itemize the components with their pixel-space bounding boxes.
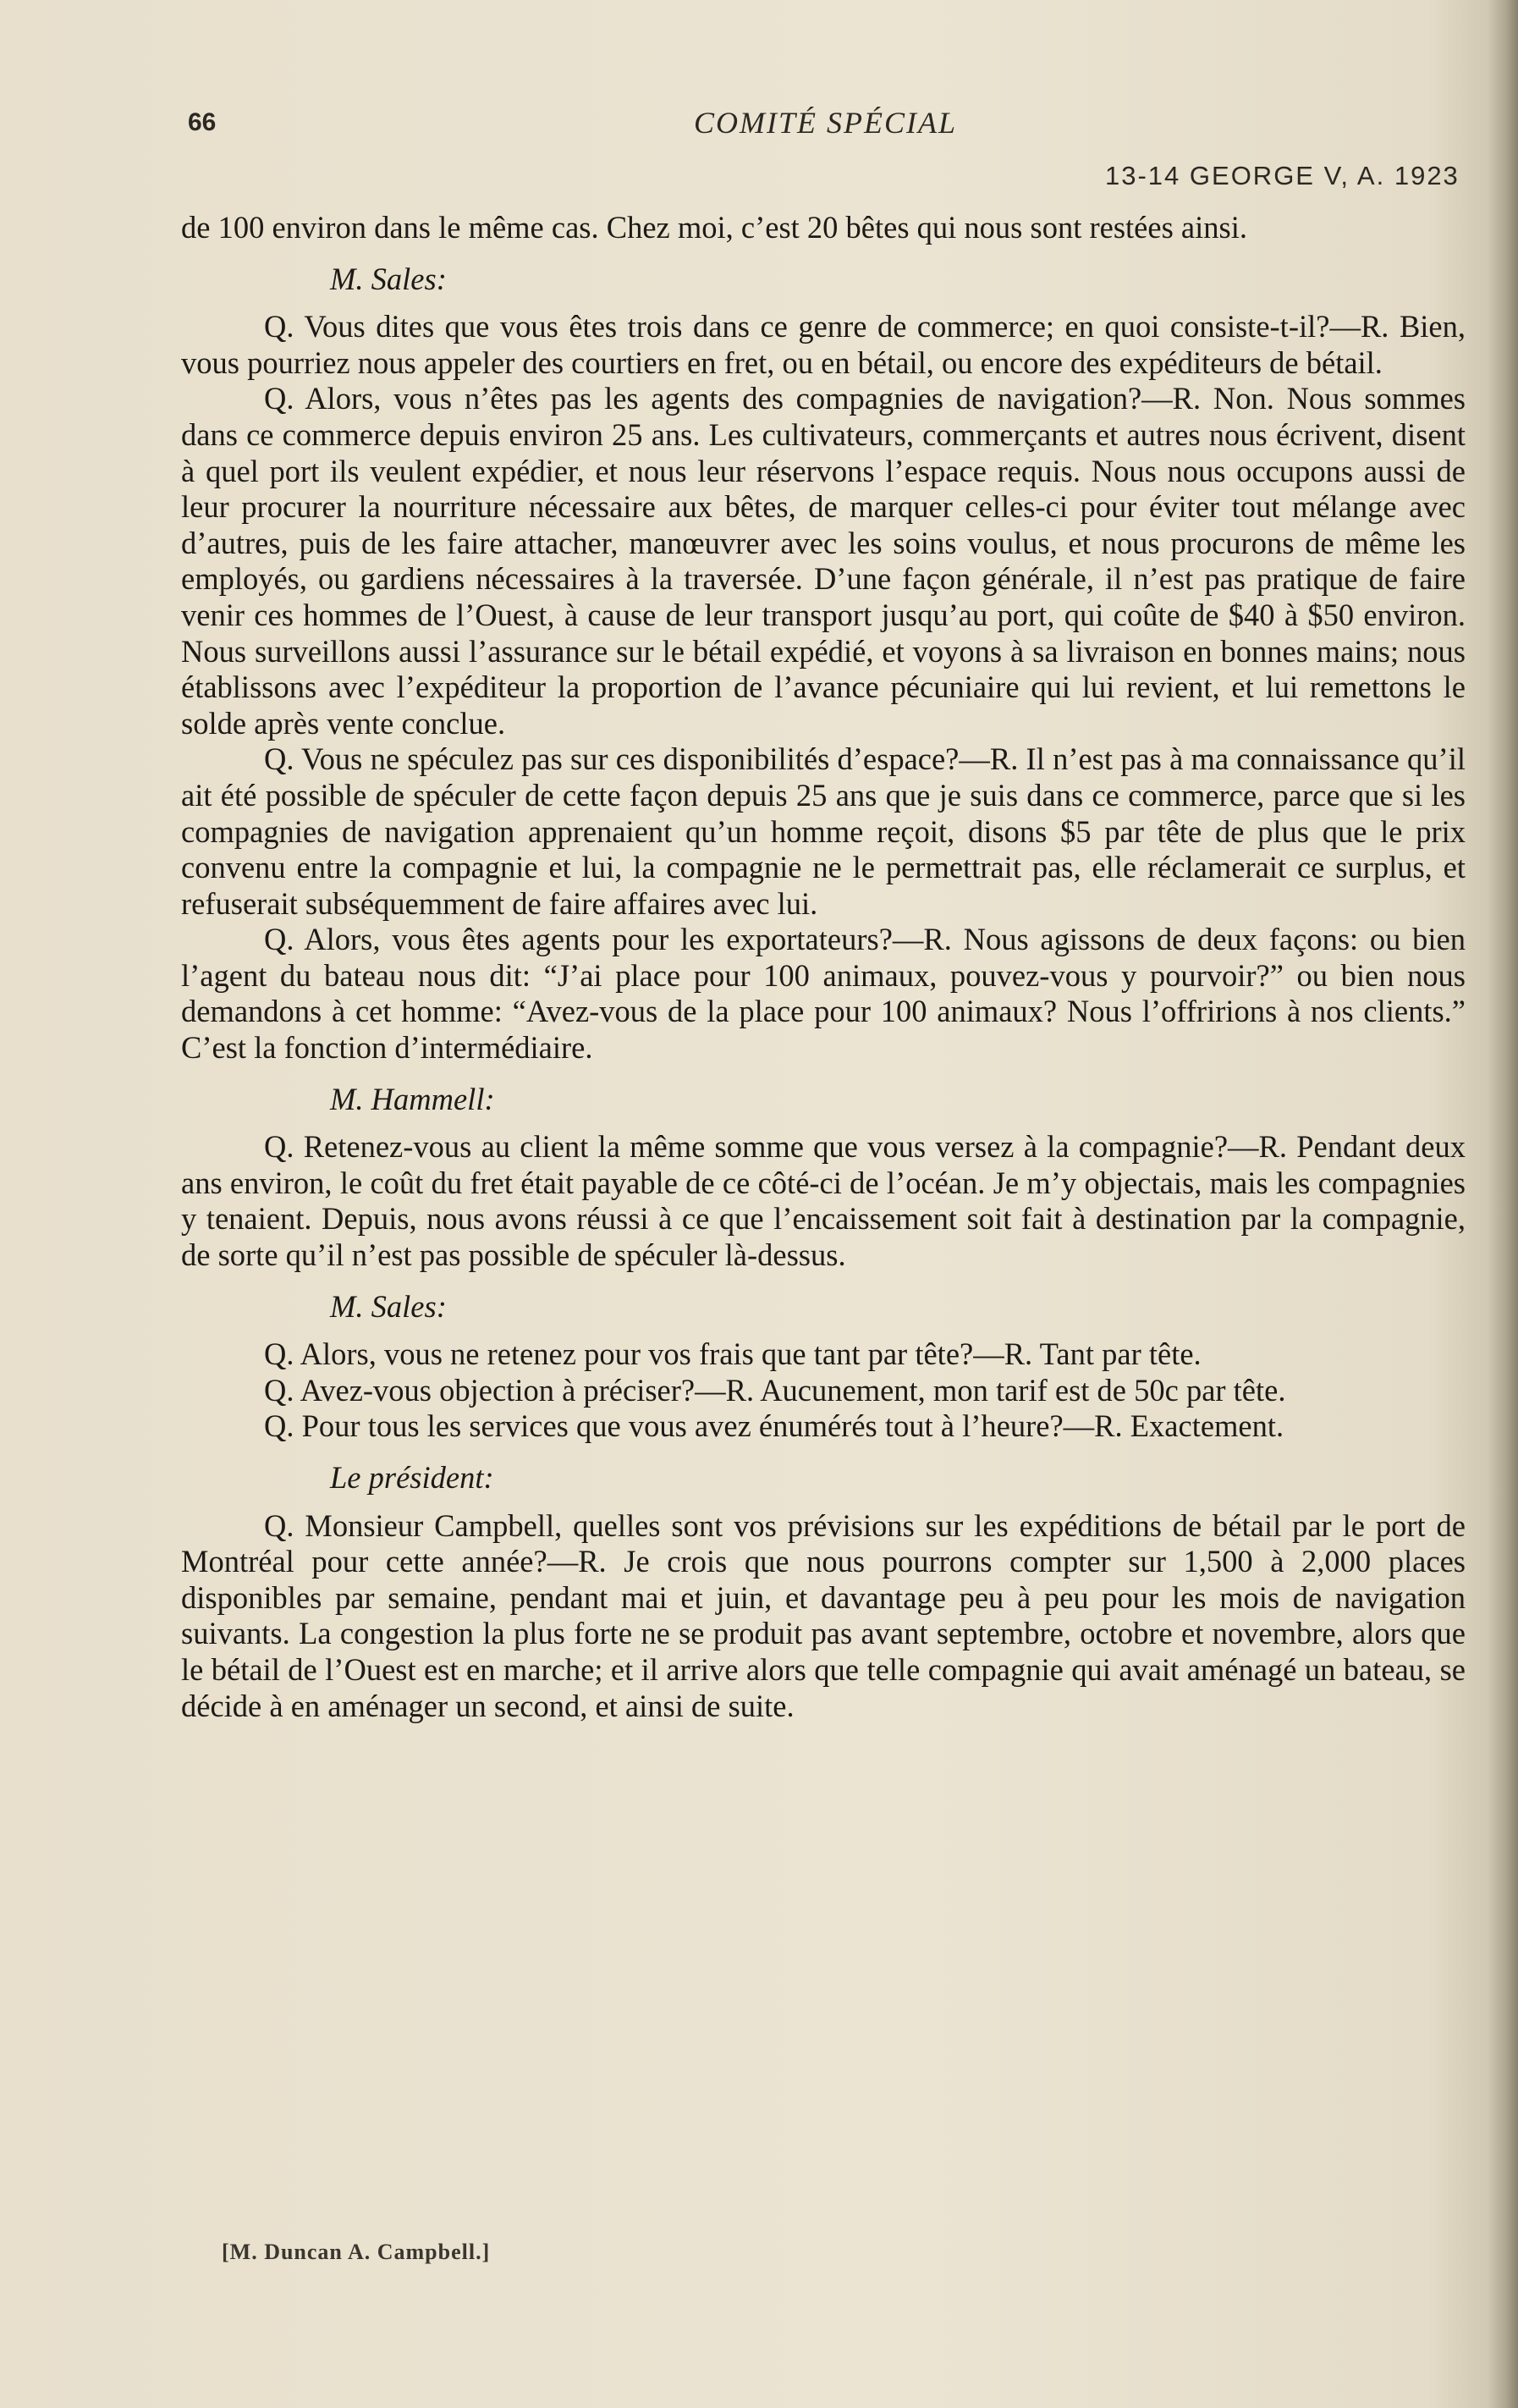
paragraph: Q. Alors, vous ne retenez pour vos frais que tant par tête?—R. Tant par tête. <box>264 1336 1202 1372</box>
paragraph: Q. Vous dites que vous êtes trois dans ce genre de commerce; en quoi consiste-t-il?—R. Bien, vous pourriez nous appeler des courtiers en fret, ou en bétail, ou encore des expéditeurs de bétail. <box>181 309 1466 380</box>
speaker-heading: M. Sales: <box>330 1288 447 1324</box>
paragraph: Q. Pour tous les services que vous avez énumérés tout à l’heure?—R. Exactement. <box>264 1408 1284 1444</box>
paragraph: Q. Vous ne spéculez pas sur ces disponibilités d’espace?—R. Il n’est pas à ma connaissance qu’il ait été possible de spéculer de cette façon depuis 25 ans que je suis dans ce commerce, parce que si les compagnies de navigation apprenaient qu’un homme reçoit, disons $5 par tête de plus que le prix convenu entre la compagnie et lui, la compagnie ne le permettrait pas, elle réclamerait ce surplus, et refuserait subséquemment de faire affaires avec lui. <box>181 741 1466 921</box>
page-number: 66 <box>188 108 217 136</box>
speaker-heading: Le président: <box>330 1460 494 1495</box>
session-label: 13-14 GEORGE V, A. 1923 <box>1105 161 1460 190</box>
running-head: COMITÉ SPÉCIAL <box>694 106 957 140</box>
paragraph: Q. Avez-vous objection à préciser?—R. Aucunement, mon tarif est de 50c par tête. <box>264 1372 1286 1408</box>
paragraph: Q. Monsieur Campbell, quelles sont vos prévisions sur les expéditions de bétail par le port de Montréal pour cette année?—R. Je crois que nous pourrons compter sur 1,500 à 2,000 places disponibles par semaine, pendant mai et juin, et davantage peu à peu pour les mois de navigation suivants. La congestion la plus forte ne se produit pas avant septembre, octobre et novembre, alors que le bétail de l’Ouest est en marche; et il arrive alors que telle compagnie qui avait aménagé un bateau, se décide à en aménager un second, et ainsi de suite. <box>181 1507 1466 1723</box>
speaker-heading: M. Hammell: <box>330 1081 495 1116</box>
speaker-heading: M. Sales: <box>330 261 447 296</box>
paragraph: Q. Alors, vous n’êtes pas les agents des compagnies de navigation?—R. Non. Nous sommes dans ce commerce depuis environ 25 ans. Les cultivateurs, commerçants et autres nous écrivent, disent à quel port ils veulent expédier, et nous leur réservons l’espace requis. Nous nous occupons aussi de leur procurer la nourriture nécessaire aux bêtes, de marquer celles-ci pour éviter tout mélange avec d’autres, puis de les faire attacher, manœuvrer avec les soins voulus, et nous procurons de même les employés, ou gardiens nécessaires à la traversée. D’une façon générale, il n’est pas pratique de faire venir ces hommes de l’Ouest, à cause de leur transport jusqu’au port, qui coûte de $40 à $50 environ. Nous surveillons aussi l’assurance sur le bétail expédié, et voyons à sa livraison en bonnes mains; nous établissons avec l’expéditeur la proportion de l’avance pécuniaire qui lui revient, et lui remettons le solde après vente conclue. <box>181 381 1466 741</box>
paragraph: de 100 environ dans le même cas. Chez moi, c’est 20 bêtes qui nous sont restées ainsi. <box>181 210 1247 245</box>
paragraph: Q. Retenez-vous au client la même somme que vous versez à la compagnie?—R. Pendant deux ans environ, le coût du fret était payable de ce côté-ci de l’océan. Je m’y objectais, mais les compagnies y tenaient. Depuis, nous avons réussi à ce que l’encaissement soit fait à destination par la compagnie, de sorte qu’il n’est pas possible de spéculer là-dessus. <box>181 1129 1466 1273</box>
witness-footer: [M. Duncan A. Campbell.] <box>222 2240 491 2264</box>
body-text <box>181 210 1466 1724</box>
page-edge-shadow <box>1488 0 1518 2408</box>
paragraph: Q. Alors, vous êtes agents pour les exportateurs?—R. Nous agissons de deux façons: ou bien l’agent du bateau nous dit: “J’ai place pour 100 animaux, pouvez-vous y pourvoir?” ou bien nous demandons à cet homme: “Avez-vous de la place pour 100 animaux? Nous l’offririons à nos clients.” C’est la fonction d’intermédiaire. <box>181 922 1466 1066</box>
